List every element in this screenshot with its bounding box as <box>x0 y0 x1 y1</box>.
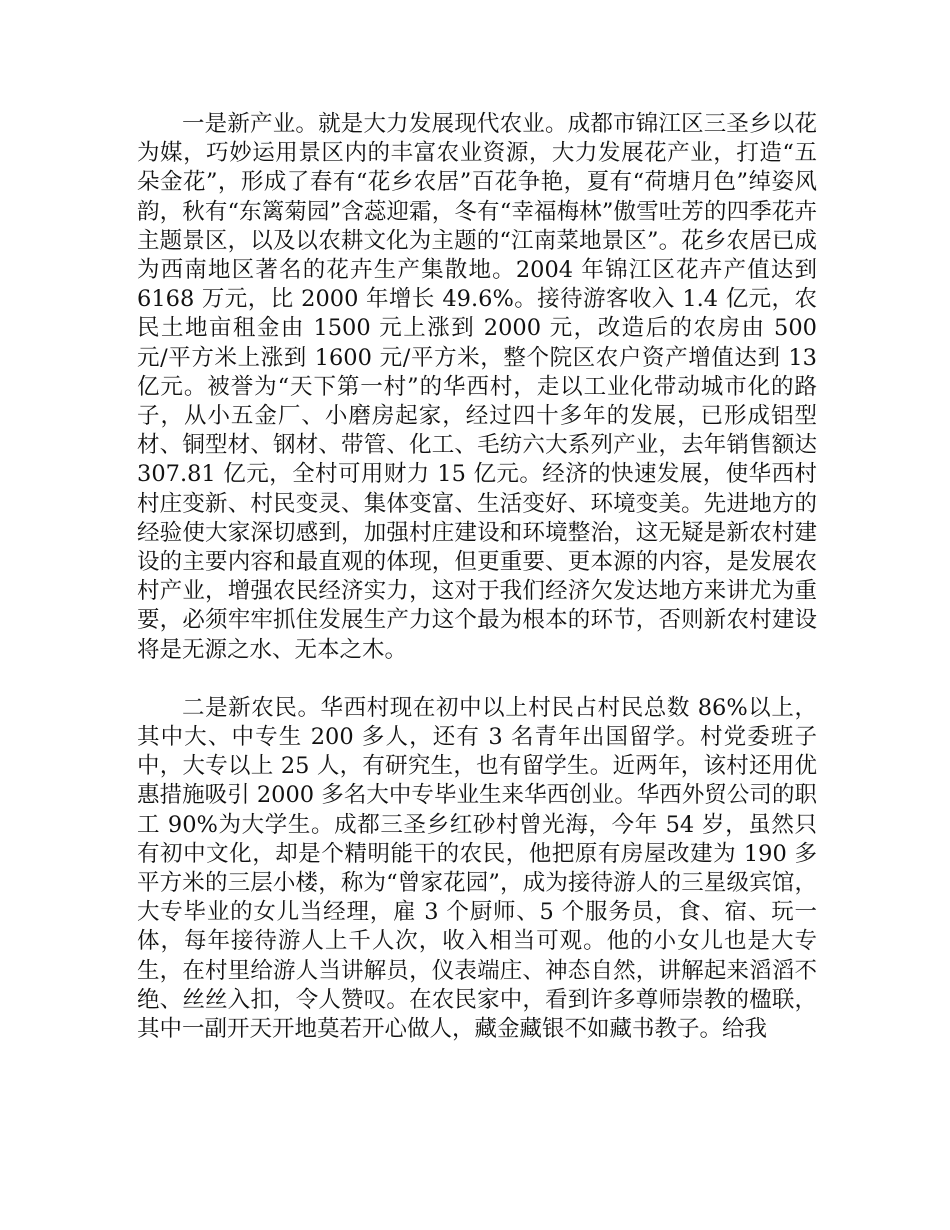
document-body <box>137 110 817 1044</box>
paragraph-new-farmers: 二是新农民。华西村现在初中以上村民占村民总数 86%以上，其中大、中专生 200 多人，还有 3 名青年出国留学。村党委班子中，大专以上 25 人，有研究生，也有留学生。近两年，该村还用优惠措施吸引 2000 多名大中专毕业生来华西创业。华西外贸公司的职工 90%为大学生。成都三圣乡红砂村曾光海，今年 54 岁，虽然只有初中文化，却是个精明能干的农民，他把原有房屋改建为 190 多平方米的三层小楼，称为“曾家花园”，成为接待游人的三星级宾馆，大专毕业的女儿当经理，雇 3 个厨师、5 个服务员，食、宿、玩一体，每年接待游人上千人次，收入相当可观。他的小女儿也是大专生，在村里给游人当讲解员，仪表端庄、神态自然，讲解起来滔滔不绝、丝丝入扣，令人赞叹。在农民家中，看到许多尊师崇教的楹联，其中一副开天开地莫若开心做人，藏金藏银不如藏书教子。给我 <box>137 694 817 1043</box>
paragraph-new-industry: 一是新产业。就是大力发展现代农业。成都市锦江区三圣乡以花为媒，巧妙运用景区内的丰富农业资源，大力发展花产业，打造“五朵金花”，形成了春有“花乡农居”百花争艳，夏有“荷塘月色”绰姿风韵，秋有“东篱菊园”含蕊迎霜，冬有“幸福梅林”傲雪吐芳的四季花卉主题景区，以及以农耕文化为主题的“江南菜地景区”。花乡农居已成为西南地区著名的花卉生产集散地。2004 年锦江区花卉产值达到 6168 万元，比 2000 年增长 49.6%。接待游客收入 1.4 亿元，农民土地亩租金由 1500 元上涨到 2000 元，改造后的农房由 500 元/平方米上涨到 1600 元/平方米，整个院区农户资产增值达到 13 亿元。被誉为“天下第一村”的华西村，走以工业化带动城市化的路子，从小五金厂、小磨房起家，经过四十多年的发展，已形成铝型材、铜型材、钢材、带管、化工、毛纺六大系列产业，去年销售额达 307.81 亿元，全村可用财力 15 亿元。经济的快速发展，使华西村村庄变新、村民变灵、集体变富、生活变好、环境变美。先进地方的经验使大家深切感到，加强村庄建设和环境整治，这无疑是新农村建设的主要内容和最直观的体现，但更重要、更本源的内容，是发展农村产业，增强农民经济实力，这对于我们经济欠发达地方来讲尤为重要，必须牢牢抓住发展生产力这个最为根本的环节，否则新农村建设将是无源之水、无本之木。 <box>137 111 817 663</box>
